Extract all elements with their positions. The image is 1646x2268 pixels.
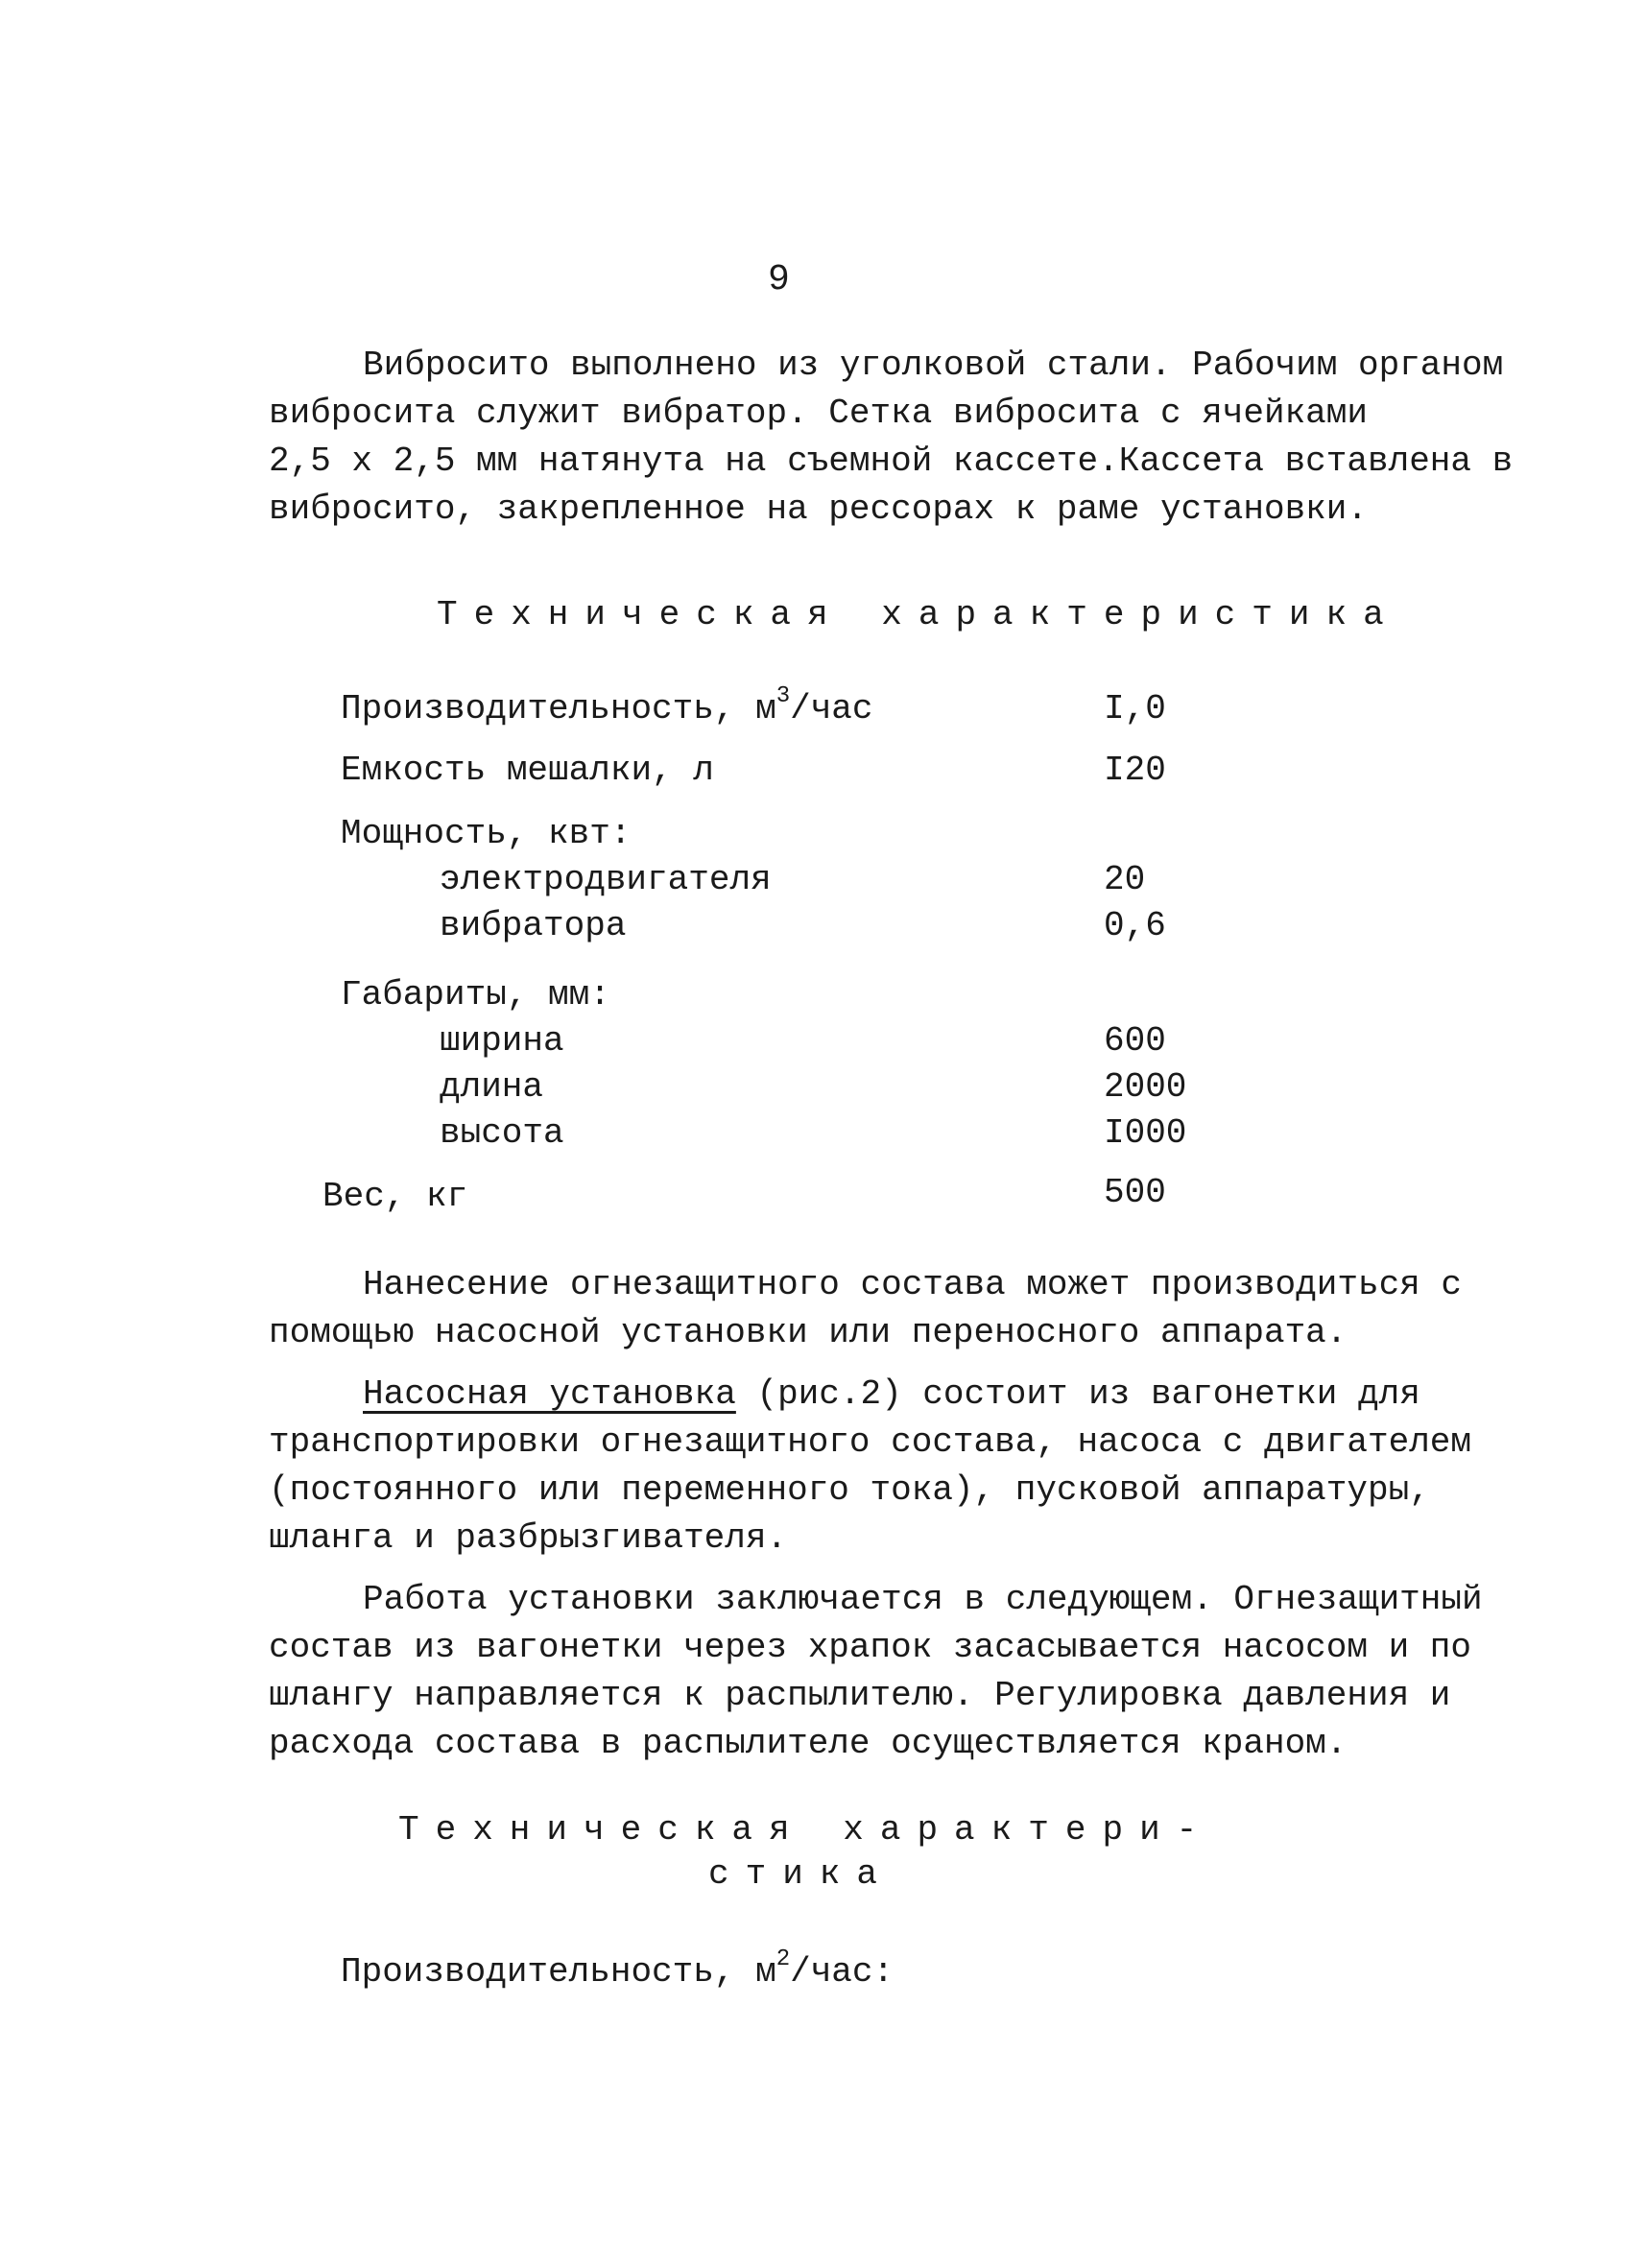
page-number: 9: [768, 259, 790, 300]
spec-vibrator-label: вибратора: [440, 906, 627, 945]
spec-length-label: длина: [440, 1067, 544, 1107]
intro-line-3: 2,5 x 2,5 мм натянута на съемной кассете.Кассета вставлена в: [269, 442, 1514, 481]
spec-productivity-value: I,0: [1104, 689, 1166, 728]
spec-width-label: ширина: [440, 1021, 564, 1061]
spec2-productivity-label: Производительность, $м^2$/час:: [341, 1946, 895, 1992]
spec-motor-label: электродвигателя: [440, 860, 772, 899]
intro-line-1: Вибросито выполнено из уголковой стали. Рабочим органом: [363, 346, 1504, 385]
spec-power-label: Мощность, квт:: [341, 814, 632, 853]
pump-term: Насосная установка: [363, 1374, 736, 1414]
spec-length-value: 2000: [1104, 1067, 1187, 1107]
operation-line-4: расхода состава в распылителе осуществляется краном.: [269, 1724, 1348, 1763]
operation-line-3: шлангу направляется к распылителю. Регулировка давления и: [269, 1676, 1451, 1715]
spec-width-value: 600: [1104, 1021, 1166, 1061]
spec-heading-2-line-2: стика: [708, 1854, 895, 1894]
pump-line-2: транспортировки огнезащитного состава, насоса с двигателем: [269, 1422, 1472, 1462]
operation-line-1: Работа установки заключается в следующем. Огнезащитный: [363, 1580, 1483, 1619]
spec-heading-1: Техническая характеристика: [437, 595, 1400, 634]
spec-weight-label: Вес, кг: [322, 1177, 468, 1216]
spec-weight-value: 500: [1104, 1173, 1166, 1212]
pump-line-1: Насосная установка (рис.2) состоит из вагонетки для: [363, 1374, 1420, 1414]
spec-heading-2-line-1: Техническая характери-: [398, 1810, 1214, 1850]
application-line-1: Нанесение огнезащитного состава может производиться с: [363, 1265, 1462, 1304]
spec-productivity-label: Производительность, $м^3$/час: [341, 683, 873, 728]
spec-height-value: I000: [1104, 1113, 1187, 1153]
spec-vibrator-value: 0,6: [1104, 906, 1166, 945]
pump-line-4: шланга и разбрызгивателя.: [269, 1518, 788, 1558]
spec-height-label: высота: [440, 1113, 564, 1153]
operation-line-2: состав из вагонетки через храпок засасывается насосом и по: [269, 1628, 1472, 1667]
application-line-2: помощью насосной установки или переносного аппарата.: [269, 1313, 1348, 1352]
intro-line-2: вибросита служит вибратор. Сетка вибросита с ячейками: [269, 394, 1368, 433]
spec-mixer-value: I20: [1104, 751, 1166, 790]
spec-mixer-label: Емкость мешалки, л: [341, 751, 714, 790]
spec-motor-value: 20: [1104, 860, 1146, 899]
spec-dimensions-label: Габариты, мм:: [341, 975, 610, 1015]
pump-line-3: (постоянного или переменного тока), пусковой аппаратуры,: [269, 1470, 1430, 1510]
intro-line-4: вибросито, закрепленное на рессорах к раме установки.: [269, 489, 1368, 529]
